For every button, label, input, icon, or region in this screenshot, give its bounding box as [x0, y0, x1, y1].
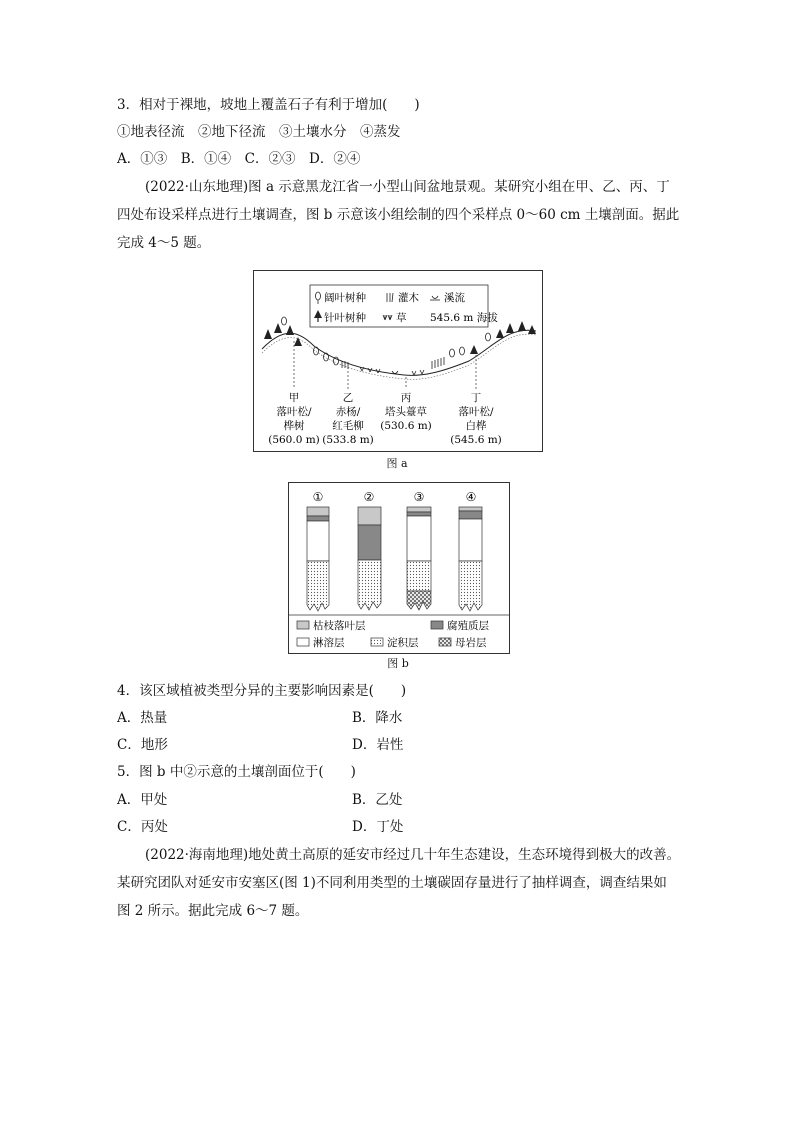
figure-a-caption: 图 a [386, 457, 408, 470]
site-2-veg: 赤杨/ [335, 406, 361, 418]
legend-litter: 枯枝落叶层 [313, 620, 366, 632]
legend-elevation: 545.6 m 海拔 [430, 312, 498, 324]
legend-illuvial: 淀积层 [387, 637, 419, 649]
legend-broadleaf: 阔叶树种 [324, 292, 366, 304]
site-4-veg2: 白桦 [465, 420, 487, 432]
q4-option-b: B．降水 [352, 710, 403, 726]
figure-a-drawing [254, 271, 542, 451]
terrain-hatch [262, 334, 536, 379]
legend-stream: 溪流 [444, 292, 465, 304]
passage1-line-2: 四处布设采样点进行土壤调查，图 b 示意该小组绘制的四个采样点 0～60 cm 土壤剖面。据此 [117, 207, 680, 223]
legend-shrub: 灌木 [398, 292, 419, 304]
soil-profile-1 [307, 507, 329, 611]
illuvial-swatch [371, 638, 383, 646]
q4-option-d: D．岩性 [352, 737, 404, 753]
site-3-veg: 塔头薹草 [385, 406, 427, 418]
q3-stem: 3．相对于裸地，坡地上覆盖石子有利于增加( ) [117, 97, 420, 113]
passage2-line-2: 某研究团队对延安市安塞区(图 1)不同利用类型的土壤碳固存量进行了抽样调查，调查结果如 [117, 875, 667, 891]
terrain-profile [262, 330, 536, 375]
figure-b-caption: 图 b [387, 657, 409, 670]
broadleaf-trees-right [450, 333, 491, 357]
broadleaf-icon [316, 292, 321, 304]
site-1-elev: (560.0 m) [268, 434, 320, 446]
passage1-line-1: (2022·山东地理)图 a 示意黑龙江省一小型山间盆地景观。某研究小组在甲、乙、丙、丁 [145, 179, 670, 195]
q5-option-a: A．甲处 [117, 792, 168, 808]
grass-icon [383, 315, 392, 320]
stream-symbol [392, 371, 398, 374]
site-2-elev: (533.8 m) [322, 434, 374, 446]
profile-3-label: ③ [413, 490, 425, 504]
site-3-name: 丙 [400, 392, 412, 404]
parent-swatch [439, 638, 451, 646]
site-leaders [294, 341, 476, 389]
humus-swatch [431, 621, 443, 629]
legend-humus: 腐殖质层 [447, 620, 489, 632]
litter-swatch [297, 621, 309, 629]
passage2-line-1: (2022·海南地理)地处黄土高原的延安市经过几十年生态建设，生态环境得到极大的改善。 [145, 847, 681, 863]
figure-b-drawing [289, 483, 509, 653]
q4-stem: 4．该区域植被类型分异的主要影响因素是( ) [117, 683, 407, 699]
q3-options: A．①③ B．①④ C．②③ D．②④ [117, 151, 361, 167]
figure-a [253, 270, 543, 452]
q4-option-c: C．地形 [117, 737, 168, 753]
shrubs-left [342, 361, 348, 369]
profile-2-label: ② [363, 490, 375, 504]
site-1-veg2: 桦树 [283, 420, 305, 432]
site-1-name: 甲 [288, 392, 300, 404]
site-4-veg: 落叶松/ [458, 406, 494, 418]
soil-profile-2 [358, 507, 381, 610]
legend-grass: 草 [396, 312, 407, 324]
profile-4-label: ④ [465, 490, 477, 504]
figure-b [288, 482, 510, 654]
site-2-name: 乙 [342, 392, 354, 404]
site-4-elev: (545.6 m) [450, 434, 502, 446]
legend-parent: 母岩层 [455, 637, 487, 649]
passage2-line-3: 图 2 所示。据此完成 6～7 题。 [117, 903, 309, 919]
q4-option-a: A．热量 [117, 710, 168, 726]
passage1-line-3: 完成 4～5 题。 [117, 235, 211, 251]
site-1-veg: 落叶松/ [276, 406, 312, 418]
q5-option-b: B．乙处 [352, 792, 403, 808]
shrubs-right [432, 357, 444, 369]
soil-profile-4 [459, 507, 482, 611]
q5-option-c: C．丙处 [117, 819, 168, 835]
legend-conifer: 针叶树种 [324, 312, 366, 324]
site-2-veg2: 红毛柳 [332, 420, 364, 432]
legend-eluvial: 淋溶层 [313, 637, 345, 649]
site-3-elev: (530.6 m) [380, 420, 432, 432]
profile-1-label: ① [312, 490, 324, 504]
eluvial-swatch [297, 638, 309, 646]
q3-items: ①地表径流 ②地下径流 ③土壤水分 ④蒸发 [117, 124, 401, 140]
q5-option-d: D．丁处 [352, 819, 404, 835]
conifer-icon [314, 310, 322, 322]
conifer-trees-right [470, 321, 536, 354]
soil-profile-3 [407, 507, 431, 610]
site-4-name: 丁 [470, 392, 482, 404]
q5-stem: 5．图 b 中②示意的土壤剖面位于( ) [117, 764, 356, 780]
stream-icon [430, 296, 440, 300]
shrub-icon [387, 293, 393, 302]
